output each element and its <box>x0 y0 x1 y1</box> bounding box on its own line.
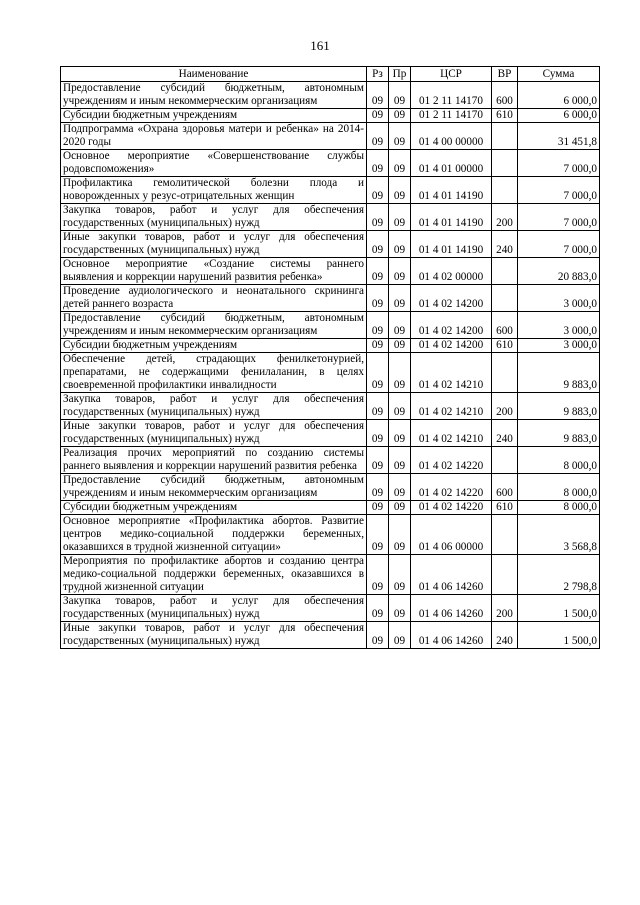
cell-rz: 09 <box>367 123 389 150</box>
cell-name: Реализация прочих мероприятий по созданию системы раннего выявления и коррекции нарушений развития ребенка <box>61 447 367 474</box>
table-row <box>61 595 600 622</box>
table-row <box>61 109 600 123</box>
cell-name: Профилактика гемолитической болезни плода и новорожденных у резус-отрицательных женщин <box>61 177 367 204</box>
cell-rz: 09 <box>367 420 389 447</box>
cell-csr: 01 4 06 14260 <box>411 595 492 622</box>
cell-pr: 09 <box>389 595 411 622</box>
cell-rz: 09 <box>367 555 389 595</box>
cell-sum: 8 000,0 <box>518 501 600 515</box>
cell-rz: 09 <box>367 501 389 515</box>
cell-pr: 09 <box>389 258 411 285</box>
cell-pr: 09 <box>389 353 411 393</box>
cell-csr: 01 4 02 14210 <box>411 353 492 393</box>
cell-csr: 01 4 06 14260 <box>411 622 492 649</box>
cell-rz: 09 <box>367 312 389 339</box>
table-body <box>61 82 600 649</box>
cell-name: Закупка товаров, работ и услуг для обеспечения государственных (муниципальных) нужд <box>61 595 367 622</box>
cell-rz: 09 <box>367 447 389 474</box>
cell-sum: 3 000,0 <box>518 312 600 339</box>
cell-pr: 09 <box>389 109 411 123</box>
cell-vr: 610 <box>492 501 518 515</box>
cell-sum: 3 000,0 <box>518 339 600 353</box>
cell-pr: 09 <box>389 515 411 555</box>
cell-name: Предоставление субсидий бюджетным, автономным учреждениям и иным некоммерческим организациям <box>61 82 367 109</box>
cell-name: Субсидии бюджетным учреждениям <box>61 339 367 353</box>
cell-name: Иные закупки товаров, работ и услуг для обеспечения государственных (муниципальных) нужд <box>61 420 367 447</box>
cell-sum: 8 000,0 <box>518 474 600 501</box>
cell-name: Подпрограмма «Охрана здоровья матери и ребенка» на 2014-2020 годы <box>61 123 367 150</box>
header-sum: Сумма <box>518 67 600 82</box>
cell-csr: 01 4 02 14200 <box>411 339 492 353</box>
cell-pr: 09 <box>389 474 411 501</box>
cell-csr: 01 2 11 14170 <box>411 82 492 109</box>
table-header-row <box>61 67 600 82</box>
cell-sum: 1 500,0 <box>518 595 600 622</box>
table-row <box>61 474 600 501</box>
table-row <box>61 231 600 258</box>
cell-name: Субсидии бюджетным учреждениям <box>61 109 367 123</box>
cell-pr: 09 <box>389 204 411 231</box>
cell-vr: 240 <box>492 420 518 447</box>
table-row <box>61 555 600 595</box>
cell-csr: 01 4 06 00000 <box>411 515 492 555</box>
cell-csr: 01 4 01 00000 <box>411 150 492 177</box>
cell-rz: 09 <box>367 474 389 501</box>
cell-name: Мероприятия по профилактике абортов и созданию центра медико-социальной поддержки беременных, оказавшихся в трудной жизненной ситуации <box>61 555 367 595</box>
cell-pr: 09 <box>389 123 411 150</box>
table-row <box>61 177 600 204</box>
cell-name: Субсидии бюджетным учреждениям <box>61 501 367 515</box>
cell-name: Основное мероприятие «Создание системы раннего выявления и коррекции нарушений развития ребенка» <box>61 258 367 285</box>
cell-csr: 01 4 01 14190 <box>411 177 492 204</box>
cell-name: Проведение аудиологического и неонатального скрининга детей раннего возраста <box>61 285 367 312</box>
table-row <box>61 447 600 474</box>
cell-vr <box>492 555 518 595</box>
cell-name: Предоставление субсидий бюджетным, автономным учреждениям и иным некоммерческим организациям <box>61 474 367 501</box>
cell-rz: 09 <box>367 595 389 622</box>
cell-pr: 09 <box>389 231 411 258</box>
cell-vr: 200 <box>492 595 518 622</box>
cell-csr: 01 4 01 14190 <box>411 231 492 258</box>
cell-pr: 09 <box>389 501 411 515</box>
cell-rz: 09 <box>367 393 389 420</box>
cell-vr <box>492 515 518 555</box>
table-row <box>61 258 600 285</box>
table-row <box>61 501 600 515</box>
cell-csr: 01 4 01 14190 <box>411 204 492 231</box>
header-vr: ВР <box>492 67 518 82</box>
cell-vr: 240 <box>492 622 518 649</box>
cell-rz: 09 <box>367 109 389 123</box>
cell-pr: 09 <box>389 393 411 420</box>
cell-csr: 01 4 02 14200 <box>411 285 492 312</box>
cell-pr: 09 <box>389 622 411 649</box>
cell-vr: 200 <box>492 393 518 420</box>
cell-vr: 200 <box>492 204 518 231</box>
cell-sum: 7 000,0 <box>518 150 600 177</box>
cell-csr: 01 4 02 14220 <box>411 447 492 474</box>
cell-pr: 09 <box>389 285 411 312</box>
cell-sum: 3 000,0 <box>518 285 600 312</box>
cell-vr: 600 <box>492 474 518 501</box>
cell-csr: 01 4 02 14200 <box>411 312 492 339</box>
cell-rz: 09 <box>367 204 389 231</box>
cell-csr: 01 4 02 14220 <box>411 501 492 515</box>
cell-rz: 09 <box>367 231 389 258</box>
cell-vr <box>492 150 518 177</box>
cell-name: Закупка товаров, работ и услуг для обеспечения государственных (муниципальных) нужд <box>61 393 367 420</box>
cell-csr: 01 2 11 14170 <box>411 109 492 123</box>
cell-sum: 6 000,0 <box>518 109 600 123</box>
cell-vr <box>492 447 518 474</box>
header-csr: ЦСР <box>411 67 492 82</box>
cell-pr: 09 <box>389 150 411 177</box>
cell-rz: 09 <box>367 339 389 353</box>
cell-sum: 31 451,8 <box>518 123 600 150</box>
table-row <box>61 353 600 393</box>
cell-name: Обеспечение детей, страдающих фенилкетонурией, препаратами, не содержащими фенилаланин, в целях своевременной профилактики инвалидности <box>61 353 367 393</box>
cell-rz: 09 <box>367 622 389 649</box>
header-name: Наименование <box>61 67 367 82</box>
table-row <box>61 204 600 231</box>
cell-csr: 01 4 02 14210 <box>411 393 492 420</box>
cell-csr: 01 4 06 14260 <box>411 555 492 595</box>
cell-pr: 09 <box>389 339 411 353</box>
budget-table <box>60 66 600 649</box>
cell-name: Основное мероприятие «Профилактика абортов. Развитие центров медико-социальной поддержки беременных, оказавшихся в трудной жизненной ситуации» <box>61 515 367 555</box>
cell-pr: 09 <box>389 555 411 595</box>
cell-sum: 1 500,0 <box>518 622 600 649</box>
cell-csr: 01 4 00 00000 <box>411 123 492 150</box>
cell-pr: 09 <box>389 312 411 339</box>
cell-sum: 2 798,8 <box>518 555 600 595</box>
table-row <box>61 393 600 420</box>
cell-vr <box>492 177 518 204</box>
cell-sum: 20 883,0 <box>518 258 600 285</box>
cell-vr <box>492 258 518 285</box>
table-row <box>61 622 600 649</box>
cell-vr <box>492 123 518 150</box>
table-row <box>61 82 600 109</box>
header-rz: Рз <box>367 67 389 82</box>
table-row <box>61 339 600 353</box>
cell-rz: 09 <box>367 515 389 555</box>
cell-vr <box>492 353 518 393</box>
cell-pr: 09 <box>389 82 411 109</box>
cell-pr: 09 <box>389 177 411 204</box>
cell-name: Иные закупки товаров, работ и услуг для обеспечения государственных (муниципальных) нужд <box>61 622 367 649</box>
cell-name: Предоставление субсидий бюджетным, автономным учреждениям и иным некоммерческим организациям <box>61 312 367 339</box>
table-row <box>61 285 600 312</box>
cell-csr: 01 4 02 14210 <box>411 420 492 447</box>
cell-rz: 09 <box>367 150 389 177</box>
cell-csr: 01 4 02 00000 <box>411 258 492 285</box>
cell-rz: 09 <box>367 258 389 285</box>
cell-vr: 610 <box>492 339 518 353</box>
cell-name: Закупка товаров, работ и услуг для обеспечения государственных (муниципальных) нужд <box>61 204 367 231</box>
cell-name: Иные закупки товаров, работ и услуг для обеспечения государственных (муниципальных) нужд <box>61 231 367 258</box>
cell-name: Основное мероприятие «Совершенствование службы родовспоможения» <box>61 150 367 177</box>
cell-vr: 600 <box>492 312 518 339</box>
cell-vr: 600 <box>492 82 518 109</box>
cell-pr: 09 <box>389 420 411 447</box>
table-row <box>61 123 600 150</box>
table-row <box>61 420 600 447</box>
cell-vr: 610 <box>492 109 518 123</box>
cell-rz: 09 <box>367 82 389 109</box>
cell-csr: 01 4 02 14220 <box>411 474 492 501</box>
cell-rz: 09 <box>367 285 389 312</box>
cell-sum: 9 883,0 <box>518 353 600 393</box>
cell-sum: 9 883,0 <box>518 420 600 447</box>
table-row <box>61 312 600 339</box>
header-pr: Пр <box>389 67 411 82</box>
cell-sum: 8 000,0 <box>518 447 600 474</box>
cell-sum: 7 000,0 <box>518 204 600 231</box>
cell-rz: 09 <box>367 353 389 393</box>
cell-sum: 7 000,0 <box>518 177 600 204</box>
page-number: 161 <box>310 38 330 53</box>
cell-sum: 3 568,8 <box>518 515 600 555</box>
cell-sum: 6 000,0 <box>518 82 600 109</box>
table-row <box>61 150 600 177</box>
cell-vr: 240 <box>492 231 518 258</box>
cell-vr <box>492 285 518 312</box>
table-row <box>61 515 600 555</box>
cell-pr: 09 <box>389 447 411 474</box>
cell-sum: 7 000,0 <box>518 231 600 258</box>
cell-rz: 09 <box>367 177 389 204</box>
cell-sum: 9 883,0 <box>518 393 600 420</box>
